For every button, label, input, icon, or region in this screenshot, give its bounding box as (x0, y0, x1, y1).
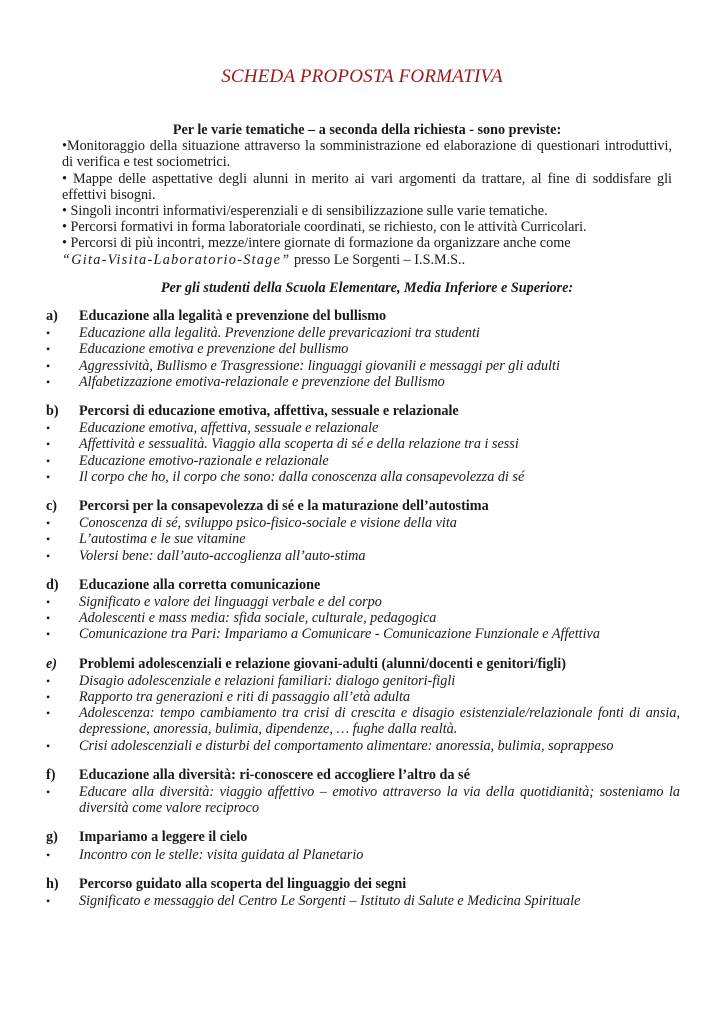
section (46, 403, 680, 485)
intro-tail: presso Le Sorgenti – I.S.M.S.. (290, 251, 466, 268)
list-item (46, 469, 680, 485)
section-title (46, 829, 680, 845)
section-title-text: Percorso guidato alla scoperta del linguaggio dei segni (79, 875, 407, 892)
list-item-text: Disagio adolescenziale e relazioni familiari: dialogo genitori-figli (79, 672, 456, 689)
bullet-icon: • (46, 358, 51, 373)
list-item-text: Comunicazione tra Pari: Impariamo a Comunicare - Comunicazione Funzionale e Affettiva (79, 626, 600, 643)
section-title-text: Educazione alla legalità e prevenzione del bullismo (79, 308, 387, 324)
bullet-icon: • (46, 421, 51, 436)
list-item (46, 531, 680, 547)
intro-item-continuation (62, 252, 672, 268)
list-item-text: Crisi adolescenziali e disturbi del comportamento alimentare: anoressia, bulimia, soprappeso (79, 737, 614, 754)
section-title (46, 876, 680, 892)
bullet-icon: • (46, 894, 51, 909)
bullet-icon: • (46, 738, 51, 753)
bullet-icon: • (46, 532, 51, 547)
students-heading: Per gli studenti della Scuola Elementare, Media Inferiore e Superiore: (160, 279, 574, 296)
list-item (46, 847, 680, 863)
list-item-text: Educare alla diversità: viaggio affettivo – emotivo attraverso la via della quotidianità; sosteniamo la diversità come valore reciproco (79, 784, 680, 817)
list-item (46, 374, 680, 390)
list-item (46, 548, 680, 564)
section-title (46, 656, 680, 672)
bullet-icon: • (46, 673, 51, 688)
list-item (46, 689, 680, 705)
list-item-text: Adolescenza: tempo cambiamento tra crisi di crescita e disagio esistenziale/relazionale fonti di ansia, depressione, anoressia, bulimia, dipendenze, … fughe dalla realtà. (79, 705, 680, 738)
list-item-text: Educazione alla legalità. Prevenzione delle prevaricazioni tra studenti (79, 325, 480, 342)
list-item-text: Adolescenti e mass media: sfida sociale, culturale, pedagogica (79, 610, 437, 627)
list-item (46, 594, 680, 610)
section-label: g) (46, 829, 58, 846)
section-label: a) (46, 308, 58, 324)
page-title: SCHEDA PROPOSTA FORMATIVA (221, 66, 503, 87)
section-title (46, 577, 680, 593)
intro-item: • Singoli incontri informativi/esperenziali e di sensibilizzazione sulle varie tematiche. (62, 203, 548, 220)
bullet-icon: • (46, 627, 51, 642)
list-item-text: Educazione emotivo-razionale e relazionale (79, 452, 329, 469)
section-label: d) (46, 576, 59, 593)
list-item (46, 626, 680, 642)
list-item (46, 610, 680, 626)
list-item (46, 784, 680, 816)
list-item-text: Significato e valore dei linguaggi verbale e del corpo (79, 594, 382, 611)
list-item (46, 453, 680, 469)
section-title-text: Impariamo a leggere il cielo (79, 829, 248, 846)
list-item-text: Incontro con le stelle: visita guidata al Planetario (79, 846, 364, 863)
section-title (46, 308, 680, 324)
bullet-icon: • (46, 785, 51, 800)
list-item-text: Aggressività, Bullismo e Trasgressione: linguaggi giovanili e messaggi per gli adulti (79, 357, 560, 374)
bullet-icon: • (46, 690, 51, 705)
list-item-text: Conoscenza di sé, sviluppo psico-fisico-sociale e visione della vita (79, 515, 457, 532)
section-title-text: Percorsi per la consapevolezza di sé e la maturazione dell’autostima (79, 498, 489, 515)
bullet-icon: • (46, 706, 51, 721)
bullet-icon: • (46, 611, 51, 626)
list-item-text: Educazione emotiva, affettiva, sessuale e relazionale (79, 420, 379, 437)
bullet-icon: • (46, 847, 51, 862)
section-title-text: Percorsi di educazione emotiva, affettiva, sessuale e relazionale (79, 403, 459, 420)
intro-item: • Mappe delle aspettative degli alunni in merito ai vari argomenti da trattare, al fine di soddisfare gli effettivi bisogni. (62, 170, 672, 203)
list-item-text: Alfabetizzazione emotiva-relazionale e prevenzione del Bullismo (79, 373, 445, 390)
list-item (46, 893, 680, 909)
bullet-icon: • (46, 595, 51, 610)
list-item (46, 436, 680, 452)
section-title (46, 403, 680, 419)
section-title (46, 498, 680, 514)
section-label: b) (46, 403, 59, 420)
list-item-text: Rapporto tra generazioni e riti di passaggio all’età adulta (79, 689, 411, 706)
section-title-text: Problemi adolescenziali e relazione giovani-adulti (alunni/docenti e genitori/figli) (79, 655, 566, 672)
intro-quote: “Gita-Visita-Laboratorio-Stage” (62, 251, 291, 268)
bullet-icon: • (46, 326, 51, 341)
list-item-text: Affettività e sessualità. Viaggio alla scoperta di sé e della relazione tra i sessi (79, 436, 519, 453)
bullet-icon: • (46, 516, 51, 531)
list-item (46, 738, 680, 754)
intro-item: •Monitoraggio della situazione attraverso la somministrazione ed elaborazione di questionari introduttivi, di verifica e test sociometrici. (62, 138, 672, 171)
section-label: c) (46, 498, 58, 515)
section (46, 577, 680, 643)
list-item-text: Volersi bene: dall’auto-accoglienza all’auto-stima (79, 547, 366, 564)
section-label: f) (46, 766, 56, 783)
list-item-text: Educazione emotiva e prevenzione del bullismo (79, 341, 349, 358)
section (46, 498, 680, 564)
section (46, 876, 680, 909)
bullet-icon: • (46, 469, 51, 484)
section-title-text: Educazione alla corretta comunicazione (79, 576, 321, 593)
section (46, 656, 680, 754)
list-item (46, 673, 680, 689)
bullet-icon: • (46, 453, 51, 468)
list-item (46, 358, 680, 374)
list-item (46, 325, 680, 341)
bullet-icon: • (46, 437, 51, 452)
list-item (46, 341, 680, 357)
list-item-text: Significato e messaggio del Centro Le Sorgenti – Istituto di Salute e Medicina Spirituale (79, 893, 581, 910)
section-label: e) (46, 655, 58, 672)
bullet-icon: • (46, 548, 51, 563)
bullet-icon: • (46, 374, 51, 389)
intro-item: • Percorsi di più incontri, mezze/intere giornate di formazione da organizzare anche come (62, 235, 571, 252)
sections-list (46, 308, 680, 922)
section-label: h) (46, 875, 59, 892)
section-title-text: Educazione alla diversità: ri-conoscere ed accogliere l’altro da sé (79, 766, 470, 783)
intro-item: • Percorsi formativi in forma laboratoriale coordinati, se richiesto, con le attività Curricolari. (62, 219, 587, 236)
list-item-text: Il corpo che ho, il corpo che sono: dalla conoscenza alla consapevolezza di sé (79, 468, 525, 485)
list-item-text: L’autostima e le sue vitamine (79, 531, 246, 548)
bullet-icon: • (46, 342, 51, 357)
intro-heading: Per le varie tematiche – a seconda della richiesta - sono previste: (172, 122, 562, 138)
list-item (46, 705, 680, 737)
section (46, 829, 680, 862)
list-item (46, 515, 680, 531)
list-item (46, 420, 680, 436)
section-title (46, 767, 680, 783)
section (46, 308, 680, 390)
intro-block (62, 122, 672, 296)
section (46, 767, 680, 817)
